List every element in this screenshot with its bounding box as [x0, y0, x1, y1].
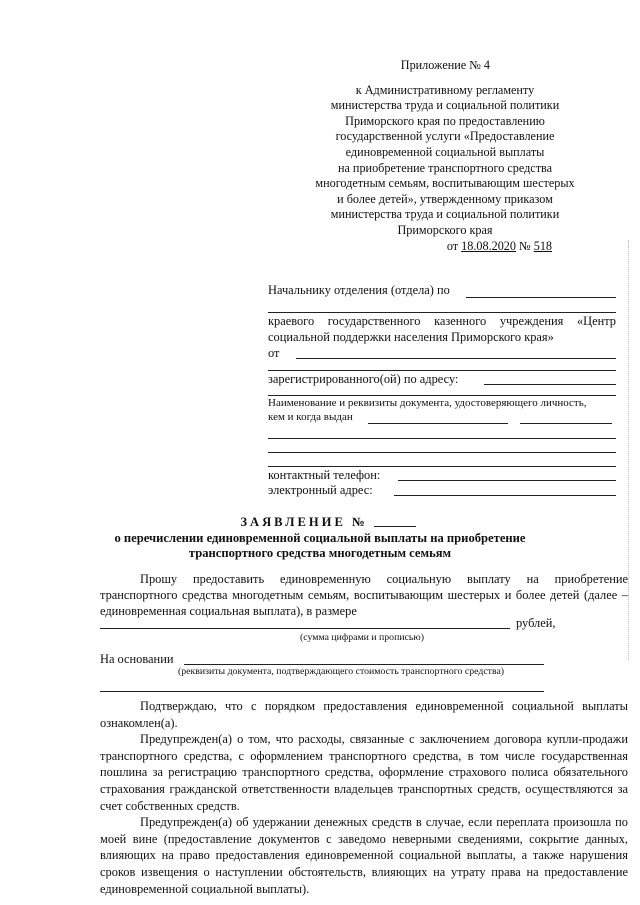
order-number-sign: №: [519, 238, 531, 253]
statements: [100, 698, 628, 897]
appendix-line: и более детей», утвержденному приказом: [337, 191, 553, 206]
chief-label: Начальнику отделения (отдела) по: [268, 283, 450, 297]
address-blank-line-2[interactable]: [268, 395, 616, 396]
department-blank-line[interactable]: [268, 312, 616, 313]
institution-name: краевого государственного казенного учреждения «Центр социальной поддержки населения Приморского края»: [268, 314, 616, 344]
application-number-blank[interactable]: [374, 526, 416, 527]
appendix-line: Приморского края по предоставлению: [345, 113, 545, 128]
currency-label: рублей,: [516, 616, 556, 630]
order-number: 518: [533, 238, 552, 253]
statement-paragraph: Подтверждаю, что с порядком предоставления единовременной социальной выплаты ознакомлен(а).: [100, 699, 628, 730]
appendix-line: единовременной социальной выплаты: [345, 144, 545, 159]
order-reference: [300, 239, 590, 255]
id-document-blank-line-5[interactable]: [268, 466, 616, 467]
from-label: от: [268, 346, 280, 360]
order-prefix: от: [446, 238, 459, 253]
appendix-line: многодетным семьям, воспитывающим шестерых: [315, 176, 575, 191]
appendix-line: к Административному регламенту: [355, 82, 535, 97]
id-document-label: Наименование и реквизиты документа, удостоверяющего личность,: [268, 397, 587, 409]
request-text: Прошу предоставить единовременную социальную выплату на приобретение транспортного средства многодетным семьям, воспитывающим шестерых и более детей (далее – единовременная социальная выплата), в размере: [100, 572, 628, 619]
appendix-number: Приложение № 4: [400, 58, 490, 72]
id-document-blank-line-4[interactable]: [268, 452, 616, 453]
chief-field[interactable]: [268, 283, 618, 298]
address-blank-line[interactable]: [484, 384, 616, 385]
application-subtitle: транспортного средства многодетным семьям: [188, 546, 452, 560]
id-document-field[interactable]: [268, 411, 618, 423]
phone-label: контактный телефон:: [268, 468, 381, 482]
request-paragraph: [100, 571, 628, 620]
appendix-header: [300, 58, 590, 254]
statement-paragraph: Предупрежден(а) о том, что расходы, связанные с заключением договора купли-продажи транспортного средства, с оформлением транспортного средства, в том числе государственная пошлина за регистрацию транспортного средства, оформление страхового полиса обязательного страхования гражданской ответственности владельцев транспортных средств, осуществляются за счет собственных средств.: [100, 732, 628, 813]
amount-caption: (сумма цифрами и прописью): [300, 632, 424, 643]
amount-blank-line[interactable]: [100, 628, 510, 629]
id-document-blank-line-3[interactable]: [268, 438, 616, 439]
appendix-line: министерства труда и социальной политики: [330, 98, 560, 113]
id-document-blank-line[interactable]: [368, 423, 508, 424]
from-blank-line[interactable]: [296, 358, 616, 359]
basis-blank-line-2[interactable]: [100, 691, 544, 692]
application-title: ЗАЯВЛЕНИЕ №: [240, 515, 368, 529]
appendix-line: на приобретение транспортного средства: [337, 160, 553, 175]
basis-blank-line[interactable]: [184, 664, 544, 665]
appendix-line: Приморского края: [397, 222, 493, 237]
application-subtitle: о перечислении единовременной социальной выплаты на приобретение: [114, 531, 526, 545]
basis-label: На основании: [100, 652, 174, 666]
scan-edge: [628, 240, 629, 660]
id-document-issued-label: кем и когда выдан: [268, 411, 353, 423]
email-label: электронный адрес:: [268, 483, 373, 497]
statement-paragraph: Предупрежден(а) об удержании денежных средств в случае, если переплата произошла по моей вине (предоставление документов с заведомо неверными сведениями, сокрытие данных, влияющих на право предоставления единовременной социальной выплаты, а также нарушения сроков извещения о наступлении обстоятельств, влияющих на утрату права на предоставление единовременной социальной выплаты).: [100, 815, 628, 896]
appendix-line: государственной услуги «Предоставление: [335, 129, 555, 144]
registered-label: зарегистрированного(ой) по адресу:: [268, 372, 459, 386]
chief-blank-line[interactable]: [466, 297, 616, 298]
phone-blank-line[interactable]: [398, 480, 616, 481]
id-document-blank-line-2[interactable]: [520, 423, 612, 424]
basis-caption: (реквизиты документа, подтверждающего стоимость транспортного средства): [178, 666, 505, 677]
from-blank-line-2[interactable]: [268, 370, 616, 371]
appendix-line: министерства труда и социальной политики: [330, 207, 560, 222]
email-blank-line[interactable]: [394, 495, 616, 496]
order-date: 18.08.2020: [461, 238, 516, 253]
